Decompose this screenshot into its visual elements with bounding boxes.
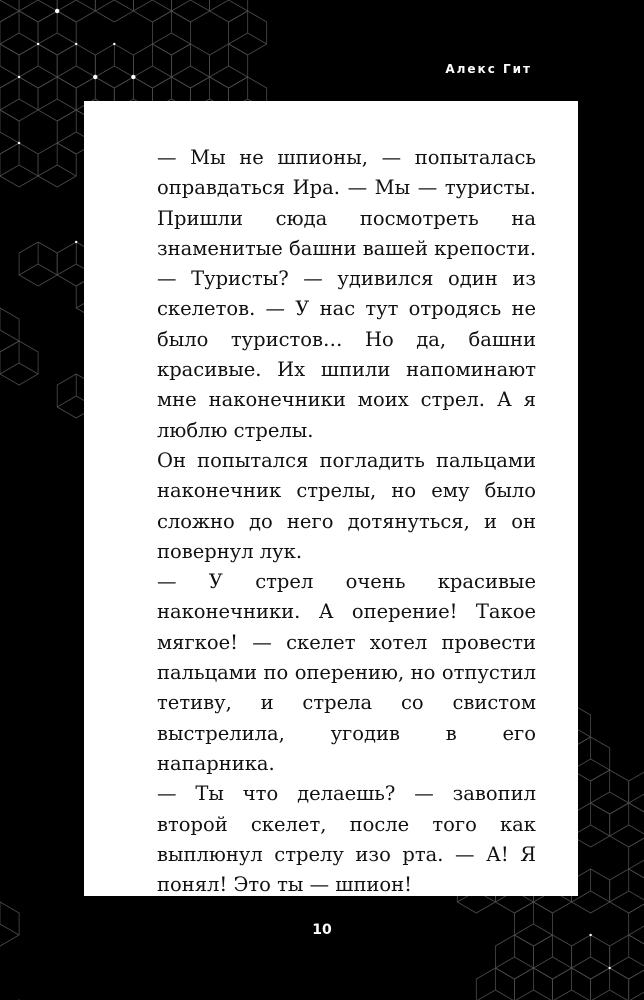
hex-cell [629, 968, 644, 1000]
hex-cell [0, 143, 38, 187]
hex-cell [0, 308, 19, 352]
hex-cell [38, 11, 76, 55]
hex-cell [0, 44, 19, 88]
text-panel [84, 101, 578, 896]
hex-cell [229, 11, 267, 55]
hex-cell [0, 11, 38, 55]
network-node [113, 43, 115, 45]
hex-cell [591, 770, 629, 814]
hex-cell [591, 968, 629, 1000]
hex-cell [133, 0, 171, 22]
hex-cell [0, 77, 38, 121]
hex-cell [19, 242, 57, 286]
hex-cell [610, 803, 644, 847]
network-node [75, 241, 77, 243]
network-node [75, 43, 77, 45]
hex-cell [19, 44, 57, 88]
paragraph-5: — Ты что делаешь? — завопил второй скелет, после того как выплюнул стрелу изо рта. — А! Я понял! Это ты — шпион! [157, 782, 536, 897]
paragraph-3: Он попытался погладить пальцами наконечник стрелы, но ему было сложно до него дотянуться, и он повернул лук. [157, 448, 536, 563]
hex-cell [19, 0, 57, 22]
hex-cell [57, 44, 95, 88]
paragraph-4: — У стрел очень красивые наконечники. А оперение! Такое мягкое! — скелет хотел провести пальцами по оперению, но отпустил тетиву, и стрела со свистом выстрелила, угодив в его напарника. [157, 570, 536, 775]
hex-cell [534, 935, 572, 979]
hex-cell [95, 44, 133, 88]
hex-cell [610, 935, 644, 979]
hex-cell [476, 968, 514, 1000]
paragraph-2: — Туристы? — удивился один из скелетов. — У нас тут отродясь не было туристов… Но да, башни красивые. Их шпили напоминают мне наконечники моих стрел. А я люблю стрелы. [157, 267, 536, 442]
hex-cell [610, 869, 644, 913]
network-node [18, 76, 20, 78]
hex-cell [514, 968, 552, 1000]
hex-cell [57, 0, 95, 22]
hex-cell [0, 110, 19, 154]
hex-cell [38, 77, 76, 121]
running-header-author: Алекс Гит [445, 62, 532, 76]
network-node [93, 75, 97, 79]
network-node [131, 75, 135, 79]
page-number: 10 [312, 922, 332, 938]
hex-cell [172, 0, 210, 22]
network-node [55, 9, 59, 13]
hex-cell [210, 44, 248, 88]
hex-cell [553, 968, 591, 1000]
network-node [37, 43, 39, 45]
hex-cell [0, 0, 19, 22]
paragraph-1: — Мы не шпионы, — попыталась оправдаться Ира. — Мы — туристы. Пришли сюда посмотреть на знаменитые башни вашей крепости. [157, 146, 537, 260]
network-node [608, 967, 610, 969]
hex-cell [572, 935, 610, 979]
hex-cell [152, 11, 190, 55]
hex-cell [38, 143, 76, 187]
hex-cell [133, 44, 171, 88]
hex-cell [172, 44, 210, 88]
hex-cell [95, 0, 133, 22]
network-node [18, 142, 20, 144]
hex-cell [0, 341, 38, 385]
hex-cell [495, 935, 533, 979]
hex-cell [210, 0, 248, 22]
